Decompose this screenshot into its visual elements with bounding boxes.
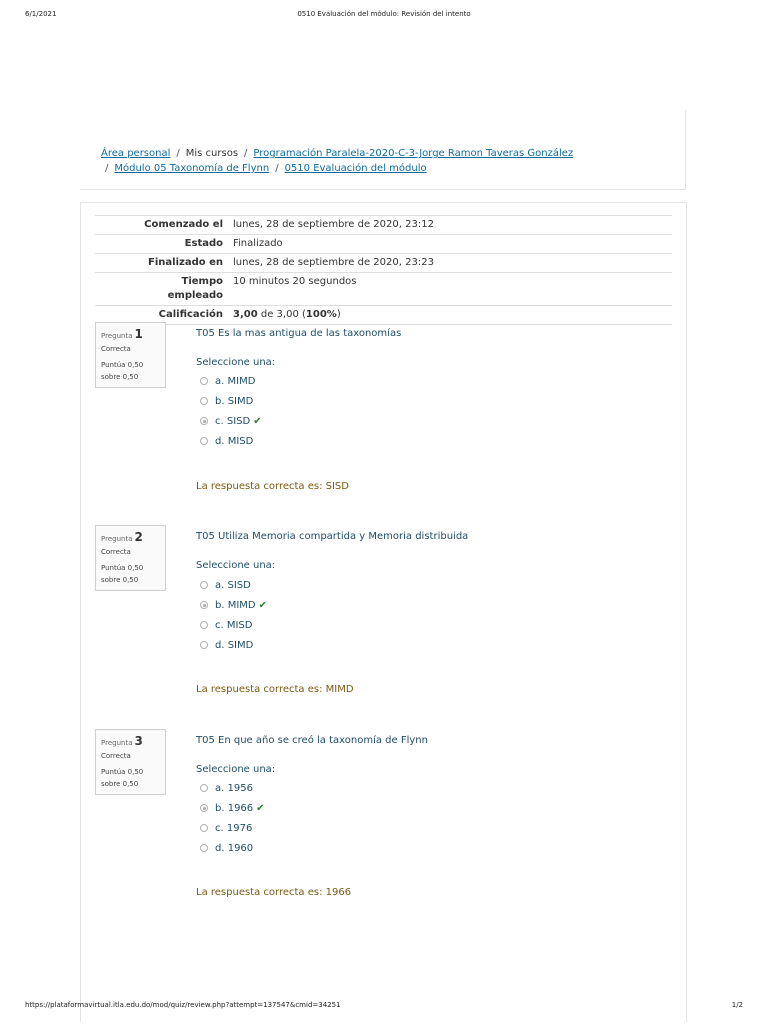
option-label: d. 1960 [215,842,254,854]
breadcrumb-module-link[interactable]: Módulo 05 Taxonomía de Flynn [114,163,270,174]
option-label: c. MISD [215,619,253,631]
option-label: d. SIMD [215,639,254,651]
breadcrumb-separator: / [176,148,180,159]
question-label: Pregunta [101,332,133,340]
print-footer [0,1001,768,1015]
option-label: c. SISD [215,415,251,427]
attempt-summary-table [95,215,672,325]
option-c[interactable] [200,821,252,835]
state-label: Estado [184,238,223,249]
check-icon: ✔ [253,415,262,427]
option-d[interactable] [200,841,253,855]
question-text: T05 Utiliza Memoria compartida y Memoria distribuida [196,531,469,542]
question-prompt: Seleccione una: [196,764,276,775]
question-text: T05 Es la mas antigua de las taxonomías [196,328,402,339]
grade-rest: de 3,00 ( [260,309,306,320]
radio-button-selected[interactable] [200,804,208,812]
radio-button[interactable] [200,581,208,589]
option-label: a. SISD [215,579,251,591]
print-title: 0510 Evaluación del módulo: Revisión del intento [297,10,471,18]
breadcrumb-my-courses: Mis cursos [185,148,239,159]
option-label: b. SIMD [215,395,254,407]
question-grade: Puntúa 0,50 sobre 0,50 [101,361,144,381]
print-header [0,10,768,24]
started-value: lunes, 28 de septiembre de 2020, 23:12 [233,219,434,230]
print-url: https://plataformavirtual.itla.edu.do/mod/quiz/review.php?attempt=137547&cmid=34251 [25,1001,341,1009]
option-a[interactable] [200,781,253,795]
check-icon: ✔ [256,802,265,814]
option-label: a. MIMD [215,375,256,387]
option-b[interactable] [200,394,253,408]
question-number: 3 [134,734,143,748]
radio-button[interactable] [200,621,208,629]
question-state: Correcta [101,345,131,353]
check-icon: ✔ [258,599,268,611]
option-d[interactable] [200,434,253,448]
radio-button-selected[interactable] [200,601,208,609]
breadcrumb-course-link[interactable]: Programación Paralela-2020-C-3-Jorge Ramon Taveras González [253,148,574,159]
question-3 [95,729,675,909]
correct-answer-feedback: La respuesta correcta es: SISD [196,481,349,492]
finished-label: Finalizado en [148,257,223,268]
radio-button[interactable] [200,377,208,385]
question-number: 2 [134,530,143,544]
question-grade: Puntúa 0,50 sobre 0,50 [101,768,144,788]
option-b[interactable] [200,598,267,612]
breadcrumb-quiz-link[interactable]: 0510 Evaluación del módulo [284,163,427,174]
option-label: d. MISD [215,435,254,447]
option-d[interactable] [200,638,253,652]
started-label: Comenzado el [144,219,223,230]
state-value: Finalizado [233,238,283,249]
question-2 [95,525,675,705]
summary-row-time [95,273,672,306]
question-state: Correcta [101,548,131,556]
breadcrumb-separator: / [244,148,248,159]
radio-button-selected[interactable] [200,417,208,425]
radio-button[interactable] [200,784,208,792]
question-number: 1 [134,327,143,341]
option-c[interactable] [200,414,262,428]
question-info-box [95,322,166,388]
question-label: Pregunta [101,739,133,747]
grade-score: 3,00 [233,309,258,320]
summary-row-started [95,216,672,235]
correct-answer-feedback: La respuesta correcta es: 1966 [196,887,352,898]
question-prompt: Seleccione una: [196,357,276,368]
option-a[interactable] [200,374,255,388]
question-state: Correcta [101,752,131,760]
option-label: b. 1966 [215,802,254,814]
question-text: T05 En que año se creó la taxonomía de Flynn [196,735,428,746]
print-date: 6/1/2021 [25,10,57,18]
summary-row-state [95,235,672,254]
breadcrumb-home-link[interactable]: Área personal [101,148,171,159]
radio-button[interactable] [200,844,208,852]
question-info-box [95,729,166,795]
grade-label: Calificación [158,309,223,320]
option-label: c. 1976 [215,822,253,834]
question-1 [95,322,675,502]
grade-close: ) [336,309,341,320]
radio-button[interactable] [200,824,208,832]
print-page-number: 1/2 [731,1001,743,1009]
radio-button[interactable] [200,397,208,405]
finished-value: lunes, 28 de septiembre de 2020, 23:23 [233,257,434,268]
option-a[interactable] [200,578,251,592]
option-c[interactable] [200,618,252,632]
time-value: 10 minutos 20 segundos [233,276,357,287]
breadcrumb-separator: / [275,163,279,174]
option-label: a. 1956 [215,782,253,794]
correct-answer-feedback: La respuesta correcta es: MIMD [196,684,354,695]
radio-button[interactable] [200,641,208,649]
breadcrumb [101,146,601,176]
option-b[interactable] [200,801,265,815]
option-label: b. MIMD [215,599,256,611]
question-info-box [95,525,166,591]
radio-button[interactable] [200,437,208,445]
summary-row-finished [95,254,672,273]
time-label: Tiempo empleado [167,276,223,301]
question-label: Pregunta [101,535,133,543]
grade-percent: 100% [305,309,337,320]
question-prompt: Seleccione una: [196,560,276,571]
breadcrumb-separator: / [105,163,109,174]
question-grade: Puntúa 0,50 sobre 0,50 [101,564,144,584]
